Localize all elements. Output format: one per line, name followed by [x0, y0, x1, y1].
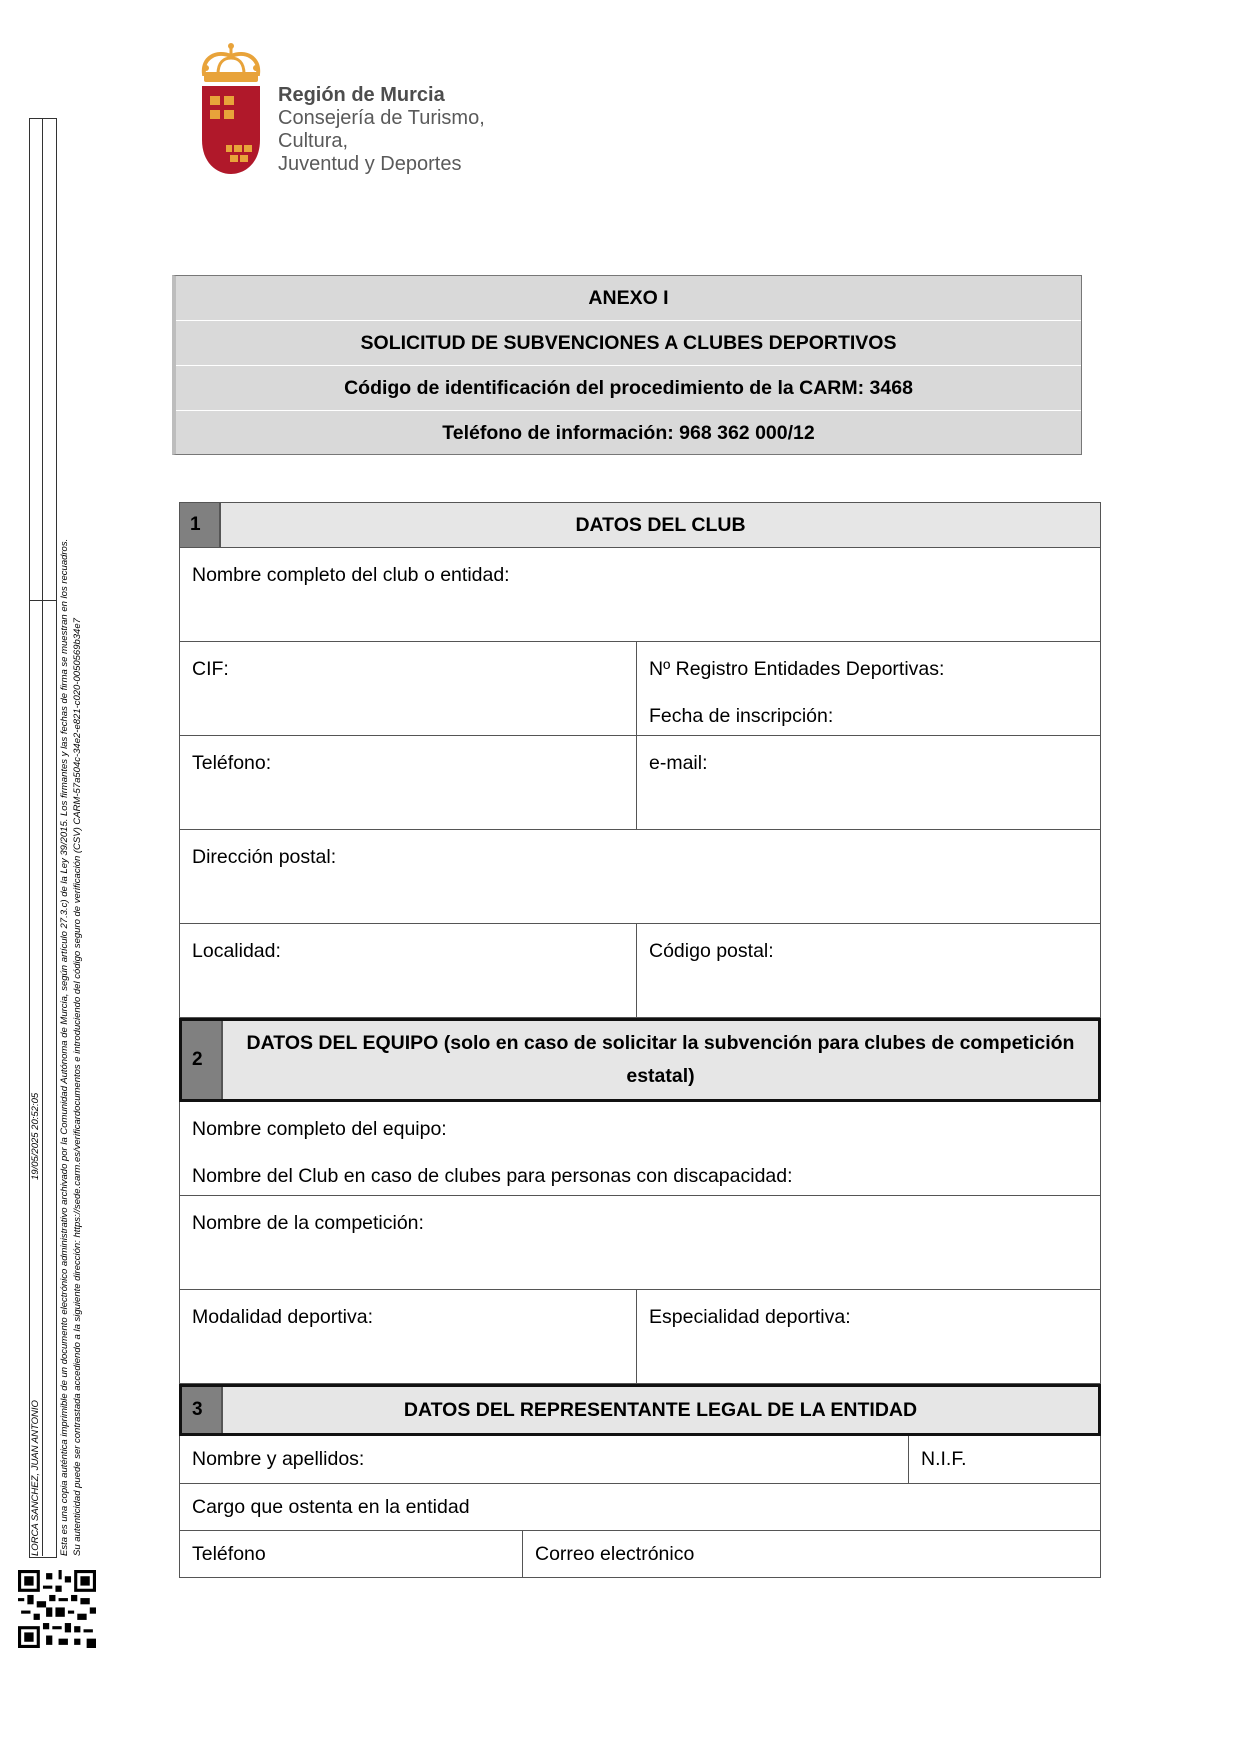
section-2-header	[179, 1018, 1101, 1102]
signature-box	[29, 118, 57, 1558]
representative-contact-row	[179, 1531, 1101, 1578]
form-title: SOLICITUD DE SUBVENCIONES A CLUBES DEPORTIVOS	[176, 321, 1081, 366]
representative-name-field[interactable]	[180, 1436, 908, 1483]
representative-phone-label: Teléfono	[192, 1542, 266, 1565]
cif-label: CIF:	[192, 658, 229, 680]
region-murcia-logo	[196, 40, 536, 180]
address-label: Dirección postal:	[192, 846, 337, 868]
section-title: DATOS DEL EQUIPO (solo en caso de solicitar la subvención para clubes de competición estatal)	[246, 1032, 1075, 1087]
coat-of-arms-icon	[196, 40, 266, 180]
position-label: Cargo que ostenta en la entidad	[192, 1495, 470, 1518]
nif-label: N.I.F.	[921, 1448, 967, 1470]
sport-row	[179, 1290, 1101, 1384]
signature-divider	[42, 118, 43, 1556]
position-field[interactable]	[180, 1484, 1100, 1530]
verification-note: Su autenticidad puede ser contrastada accediendo a la siguiente dirección: https://sede.carm.es/verificardocumentos e introduciendo del código seguro de verificación (CSV) CARM-57a504c-34e2-e821-c020-0050569b34e7	[72, 618, 83, 1556]
contact-row	[179, 736, 1101, 830]
phone-field[interactable]	[180, 736, 636, 829]
registration-date-label: Fecha de inscripción:	[649, 705, 834, 727]
cif-row	[179, 642, 1101, 736]
signer-name: LORCA SANCHEZ, JUAN ANTONIO	[30, 1400, 41, 1556]
email-field[interactable]	[636, 736, 1100, 829]
cif-field[interactable]	[180, 642, 636, 735]
club-name-row	[179, 548, 1101, 642]
competition-label: Nombre de la competición:	[192, 1212, 424, 1234]
postal-code-label: Código postal:	[649, 940, 774, 962]
authenticity-note: Esta es una copia auténtica imprimible de un documento electrónico administrativo archivado por la Comunidad Autónoma de Murcia, según artículo 27.3.c) de la Ley 39/2015. Los firmantes y las fechas de firma se muestran en los recuadros.	[59, 538, 70, 1556]
team-field[interactable]	[180, 1102, 1100, 1195]
qr-code-icon	[18, 1570, 96, 1648]
disability-club-label: Nombre del Club en caso de clubes para personas con discapacidad:	[192, 1165, 793, 1187]
address-row	[179, 830, 1101, 924]
logo-line-2: Consejería de Turismo, Cultura,	[278, 107, 485, 152]
position-row	[179, 1484, 1101, 1531]
competition-field[interactable]	[180, 1196, 1100, 1289]
representative-phone-field[interactable]	[180, 1531, 522, 1577]
signature-date: 19/05/2025 20:52:05	[30, 1092, 41, 1180]
logo-line-3: Juventud y Deportes	[278, 153, 462, 175]
representative-email-field[interactable]	[522, 1531, 1100, 1577]
competition-row	[179, 1196, 1101, 1290]
signature-tick	[29, 600, 56, 601]
representative-name-row	[179, 1436, 1101, 1484]
section-number: 2	[182, 1021, 223, 1099]
section-title: DATOS DEL CLUB	[575, 513, 746, 536]
locality-field[interactable]	[180, 924, 636, 1017]
address-field[interactable]	[180, 830, 1100, 923]
logo-line-1: Región de Murcia	[278, 84, 445, 106]
annex-title: ANEXO I	[176, 276, 1081, 321]
form-header	[172, 275, 1082, 455]
section-title: DATOS DEL REPRESENTANTE LEGAL DE LA ENTIDAD	[403, 1398, 918, 1421]
section-1-header	[179, 502, 1101, 548]
phone-label: Teléfono:	[192, 752, 272, 774]
application-form	[179, 502, 1101, 1578]
postal-code-field[interactable]	[636, 924, 1100, 1017]
sport-modality-label: Modalidad deportiva:	[192, 1306, 374, 1328]
representative-email-label: Correo electrónico	[535, 1542, 695, 1565]
procedure-code: Código de identificación del procedimiento de la CARM: 3468	[176, 366, 1081, 411]
representative-name-label: Nombre y apellidos:	[192, 1448, 365, 1470]
locality-row	[179, 924, 1101, 1018]
sport-modality-field[interactable]	[180, 1290, 636, 1383]
sport-specialty-label: Especialidad deportiva:	[649, 1306, 851, 1328]
club-name-field[interactable]	[180, 548, 1100, 641]
sport-specialty-field[interactable]	[636, 1290, 1100, 1383]
registry-label: Nº Registro Entidades Deportivas:	[649, 658, 945, 680]
email-label: e-mail:	[649, 752, 708, 774]
registry-field[interactable]	[636, 642, 1100, 735]
team-row	[179, 1102, 1101, 1196]
locality-label: Localidad:	[192, 940, 281, 962]
nif-field[interactable]	[908, 1436, 1100, 1483]
section-3-header	[179, 1384, 1101, 1436]
team-name-label: Nombre completo del equipo:	[192, 1118, 447, 1140]
club-name-label: Nombre completo del club o entidad:	[192, 564, 510, 586]
info-phone: Teléfono de información: 968 362 000/12	[442, 421, 815, 444]
section-number: 3	[182, 1387, 223, 1433]
section-number: 1	[180, 503, 221, 547]
